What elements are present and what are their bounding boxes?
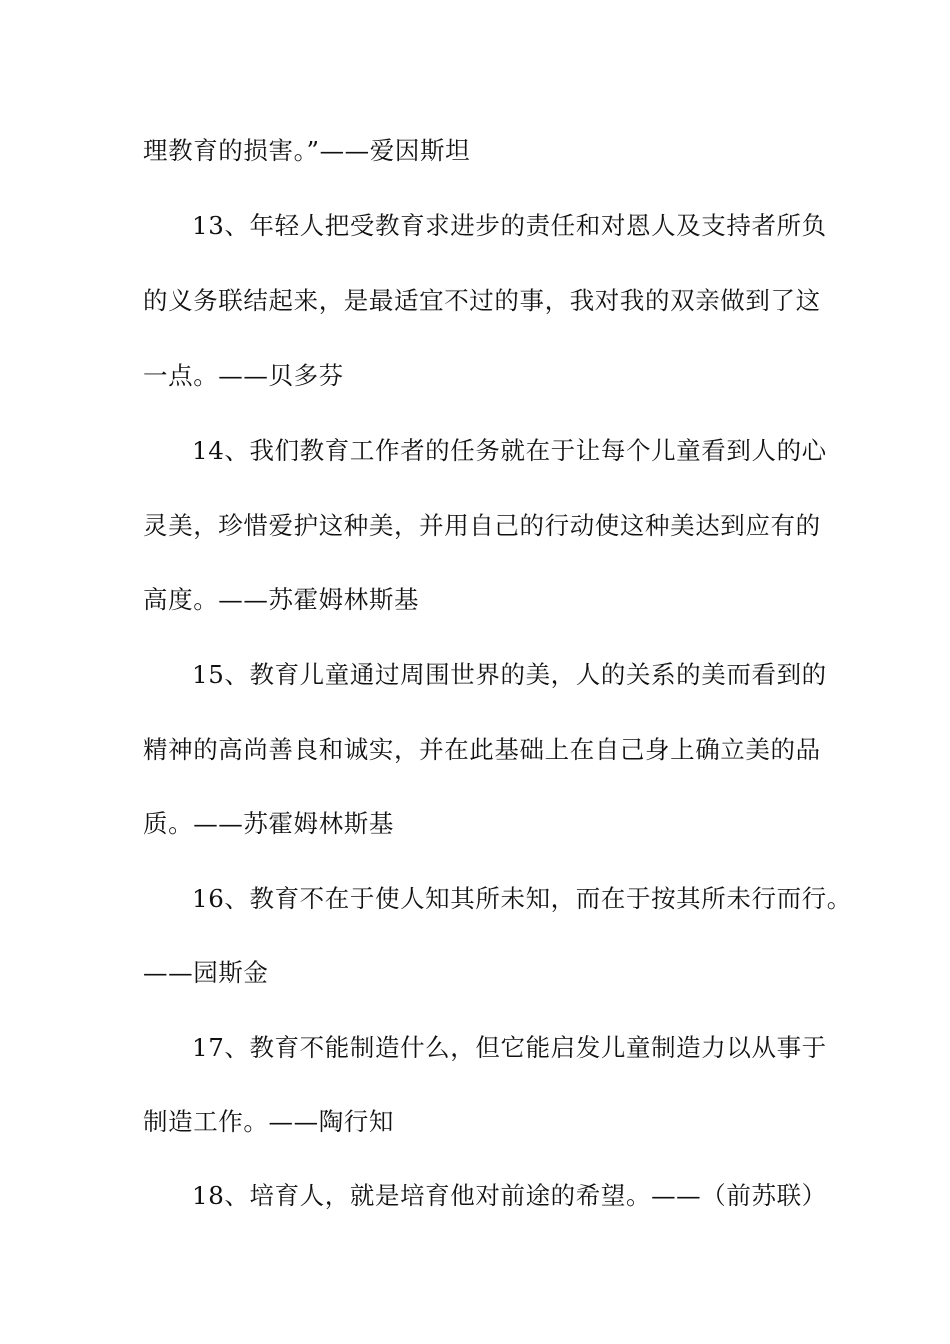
text-line-quote15-start: 15、教育儿童通过周围世界的美，人的关系的美而看到的 — [192, 660, 827, 689]
text-line-quote12-end: 理教育的损害。”——爱因斯坦 — [143, 136, 471, 165]
text-line-quote13-cont: 的义务联结起来，是最适宜不过的事，我对我的双亲做到了这 — [143, 286, 821, 315]
text-line-quote15-end: 质。——苏霍姆林斯基 — [143, 809, 394, 838]
text-line-quote14-start: 14、我们教育工作者的任务就在于让每个儿童看到人的心 — [192, 436, 827, 465]
text-line-quote16-start: 16、教育不在于使人知其所未知，而在于按其所未行而行。 — [192, 884, 852, 913]
text-line-quote17-end: 制造工作。——陶行知 — [143, 1107, 394, 1136]
text-line-quote18: 18、培育人，就是培育他对前途的希望。——（前苏联） — [192, 1181, 827, 1210]
text-line-quote17-start: 17、教育不能制造什么，但它能启发儿童制造力以从事于 — [192, 1033, 827, 1062]
text-line-quote16-end: ——园斯金 — [143, 958, 269, 987]
text-line-quote13-start: 13、年轻人把受教育求进步的责任和对恩人及支持者所负 — [192, 211, 827, 240]
text-line-quote14-cont: 灵美，珍惜爱护这种美，并用自己的行动使这种美达到应有的 — [143, 511, 821, 540]
text-line-quote13-end: 一点。——贝多芬 — [143, 361, 344, 390]
text-line-quote14-end: 高度。——苏霍姆林斯基 — [143, 585, 420, 614]
text-line-quote15-cont: 精神的高尚善良和诚实，并在此基础上在自己身上确立美的品 — [143, 735, 821, 764]
